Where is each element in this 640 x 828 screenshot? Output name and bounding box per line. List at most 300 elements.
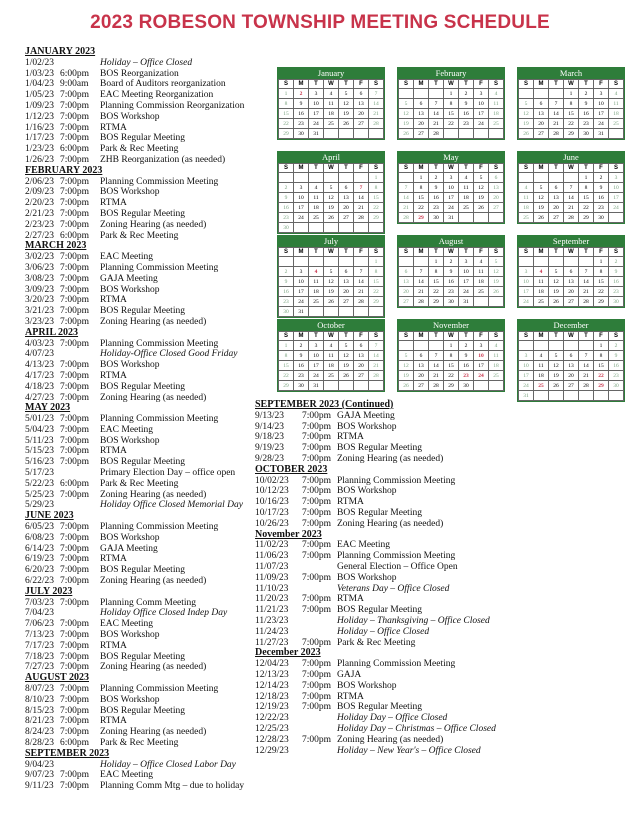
day-cell [549, 391, 564, 401]
day-cell: 6 [489, 173, 504, 183]
row-date: 1/16/23 [25, 122, 55, 133]
day-cell: 11 [534, 277, 549, 287]
row-date: 2/27/23 [25, 230, 55, 241]
row-time: 7:00pm [60, 554, 90, 565]
month-table [278, 247, 384, 317]
day-cell: 22 [594, 287, 609, 297]
day-cell: 13 [534, 109, 549, 119]
day-cell: 12 [474, 183, 489, 193]
day-cell [399, 173, 414, 183]
schedule-row [25, 781, 270, 792]
day-cell: 24 [459, 287, 474, 297]
day-cell: 29 [444, 381, 459, 391]
day-cell: 29 [369, 213, 384, 223]
day-cell: 12 [534, 193, 549, 203]
day-cell: 11 [459, 183, 474, 193]
row-event: BOS Workshop [100, 360, 160, 371]
row-event: Zoning Hearing (as needed) [100, 219, 207, 230]
day-cell: 10 [309, 99, 324, 109]
day-cell: 3 [294, 267, 309, 277]
day-cell: 10 [474, 351, 489, 361]
row-time: 7:00pm [60, 522, 90, 533]
page-title: 2023 ROBESON TOWNSHIP MEETING SCHEDULE [90, 12, 550, 33]
month-name: September [552, 236, 590, 246]
month-calendar [517, 67, 625, 140]
day-cell: 9 [459, 99, 474, 109]
row-event: EAC Meeting [100, 252, 154, 263]
row-event: RTMA [100, 198, 127, 209]
day-cell [369, 129, 384, 139]
weekday-header: T [579, 332, 594, 341]
day-cell: 9 [444, 267, 459, 277]
row-date: 3/09/23 [25, 284, 55, 295]
row-event: RTMA [100, 122, 127, 133]
row-time: 7:00pm [60, 446, 90, 457]
row-event: BOS Workshop [337, 486, 397, 497]
day-cell: 13 [354, 351, 369, 361]
weekday-header: T [549, 332, 564, 341]
month-table [398, 331, 504, 391]
schedule-row [25, 209, 270, 220]
day-cell: 30 [594, 213, 609, 223]
day-cell: 29 [564, 129, 579, 139]
day-cell: 11 [324, 351, 339, 361]
weekday-header: M [414, 164, 429, 173]
schedule-row [255, 486, 615, 497]
row-date: 10/26/23 [255, 518, 289, 529]
row-time: 7:00pm [302, 594, 332, 605]
day-cell: 5 [519, 99, 534, 109]
day-cell: 18 [519, 203, 534, 213]
day-cell: 13 [564, 361, 579, 371]
day-cell: 20 [354, 361, 369, 371]
day-cell [519, 89, 534, 99]
schedule-row [255, 659, 615, 670]
row-date: 3/20/23 [25, 295, 55, 306]
day-cell: 11 [309, 277, 324, 287]
day-cell: 24 [474, 119, 489, 129]
day-cell: 8 [279, 99, 294, 109]
day-cell [564, 173, 579, 183]
row-date: 4/03/23 [25, 338, 55, 349]
day-cell [294, 257, 309, 267]
day-cell: 3 [459, 257, 474, 267]
row-date: 12/04/23 [255, 659, 289, 670]
day-cell: 29 [594, 297, 609, 307]
row-event: General Election – Office Open [337, 561, 458, 572]
day-cell: 27 [564, 381, 579, 391]
day-cell: 21 [354, 203, 369, 213]
day-cell: 18 [324, 361, 339, 371]
weekday-header: T [309, 80, 324, 89]
section-heading: OCTOBER 2023 [255, 463, 328, 475]
row-event: GAJA Meeting [337, 410, 395, 421]
day-cell: 19 [324, 203, 339, 213]
day-cell [519, 341, 534, 351]
row-time: 7:00pm [302, 691, 332, 702]
row-date: 8/15/23 [25, 705, 55, 716]
day-cell [309, 257, 324, 267]
schedule-left-column [25, 47, 270, 792]
day-cell [309, 223, 324, 233]
row-event: RTMA [100, 640, 127, 651]
day-cell: 22 [564, 119, 579, 129]
day-cell: 20 [414, 371, 429, 381]
day-cell: 12 [489, 267, 504, 277]
day-cell: 6 [339, 267, 354, 277]
day-cell: 14 [399, 193, 414, 203]
row-time: 7:00pm [60, 176, 90, 187]
schedule-row [255, 713, 615, 724]
row-event: BOS Workshop [100, 111, 160, 122]
row-event: Veterans Day – Office Closed [337, 583, 450, 594]
schedule-row [255, 584, 615, 595]
row-time: 7:00pm [60, 619, 90, 630]
schedule-row [255, 422, 615, 433]
day-cell: 4 [534, 267, 549, 277]
day-cell: 21 [579, 287, 594, 297]
day-cell: 2 [594, 173, 609, 183]
row-time: 7:00pm [60, 716, 90, 727]
day-cell: 30 [294, 129, 309, 139]
row-date: 7/27/23 [25, 662, 55, 673]
schedule-row [25, 576, 270, 587]
schedule-row [25, 177, 270, 188]
schedule-row [25, 641, 270, 652]
day-cell: 4 [324, 341, 339, 351]
day-cell: 26 [339, 119, 354, 129]
row-event: Park & Rec Meeting [337, 637, 416, 648]
weekday-header: F [474, 80, 489, 89]
day-cell: 15 [564, 109, 579, 119]
day-cell: 6 [354, 89, 369, 99]
month-calendar [517, 151, 625, 224]
day-cell: 6 [534, 99, 549, 109]
day-cell: 22 [429, 287, 444, 297]
day-cell: 19 [399, 371, 414, 381]
day-cell [444, 129, 459, 139]
section-heading: APRIL 2023 [25, 326, 79, 338]
row-time: 7:00pm [60, 90, 90, 101]
weekday-header: W [324, 248, 339, 257]
schedule-row [25, 220, 270, 231]
day-cell: 11 [534, 361, 549, 371]
day-cell: 27 [339, 213, 354, 223]
row-date: 5/04/23 [25, 424, 55, 435]
day-cell: 27 [534, 129, 549, 139]
day-cell: 27 [414, 129, 429, 139]
section-heading: JANUARY 2023 [25, 46, 96, 57]
row-time: 7:00pm [60, 133, 90, 144]
weekday-header: W [324, 332, 339, 341]
day-cell: 10 [594, 99, 609, 109]
day-cell: 30 [459, 381, 474, 391]
day-cell: 8 [414, 183, 429, 193]
schedule-row [25, 695, 270, 706]
day-cell: 25 [519, 213, 534, 223]
row-time: 7:00pm [60, 306, 90, 317]
day-cell [354, 223, 369, 233]
row-date: 1/12/23 [25, 111, 55, 122]
schedule-row [25, 79, 270, 90]
weekday-header: S [609, 164, 624, 173]
month-name: February [435, 68, 467, 78]
day-cell: 29 [579, 213, 594, 223]
day-cell: 8 [369, 183, 384, 193]
month-table [518, 247, 624, 307]
day-cell: 15 [369, 193, 384, 203]
row-event: EAC Meeting [100, 619, 154, 630]
row-event: Holiday Office Closed Indep Day [100, 608, 228, 619]
day-cell: 16 [594, 193, 609, 203]
weekday-header: S [609, 80, 624, 89]
row-time: 7:00pm [60, 187, 90, 198]
day-cell [549, 341, 564, 351]
day-cell: 21 [369, 361, 384, 371]
day-cell [354, 257, 369, 267]
day-cell: 25 [309, 213, 324, 223]
month-calendar [277, 67, 385, 140]
row-event: Zoning Hearing (as needed) [100, 662, 207, 673]
weekday-header: F [474, 164, 489, 173]
row-event: Holiday – Office Closed [100, 57, 193, 68]
day-cell [324, 129, 339, 139]
day-cell [324, 307, 339, 317]
day-cell: 29 [429, 297, 444, 307]
day-cell [474, 297, 489, 307]
row-event: BOS Regular Meeting [100, 208, 185, 219]
day-cell [414, 341, 429, 351]
schedule-row [25, 457, 270, 468]
schedule-row [255, 594, 615, 605]
row-date: 2/09/23 [25, 187, 55, 198]
day-cell: 16 [459, 109, 474, 119]
weekday-header: S [279, 80, 294, 89]
weekday-header: T [429, 248, 444, 257]
day-cell: 9 [279, 193, 294, 203]
day-cell: 8 [279, 351, 294, 361]
row-time: 7:00pm [60, 360, 90, 371]
weekday-header: W [444, 80, 459, 89]
day-cell [489, 129, 504, 139]
row-event: Holiday – New Year's – Office Closed [337, 745, 481, 756]
month-calendar [517, 235, 625, 308]
day-cell: 28 [564, 213, 579, 223]
day-cell: 15 [444, 361, 459, 371]
weekday-header: S [369, 80, 384, 89]
row-time: 7:00pm [302, 443, 332, 454]
row-time: 7:00pm [60, 651, 90, 662]
day-cell: 11 [309, 193, 324, 203]
row-time: 7:00pm [302, 605, 332, 616]
row-event: Zoning Hearing (as needed) [100, 489, 207, 500]
schedule-row [25, 436, 270, 447]
day-cell: 28 [414, 297, 429, 307]
row-time: 7:00pm [60, 338, 90, 349]
day-cell [534, 257, 549, 267]
row-event: Planning Commission Meeting [100, 684, 219, 695]
day-cell [489, 381, 504, 391]
day-cell [339, 173, 354, 183]
day-cell: 14 [414, 277, 429, 287]
row-date: 10/16/23 [255, 497, 289, 508]
day-cell: 12 [339, 99, 354, 109]
schedule-row [25, 382, 270, 393]
weekday-header: T [339, 248, 354, 257]
day-cell: 24 [309, 371, 324, 381]
weekday-header: W [564, 80, 579, 89]
weekday-header: S [279, 248, 294, 257]
row-event: Park & Rec Meeting [100, 478, 179, 489]
day-cell: 26 [519, 129, 534, 139]
row-time: 7:00pm [60, 122, 90, 133]
day-cell: 2 [459, 89, 474, 99]
day-cell: 17 [459, 277, 474, 287]
weekday-header: S [279, 164, 294, 173]
month-name: March [559, 68, 583, 78]
row-time: 7:00pm [60, 543, 90, 554]
row-date: 11/07/23 [255, 561, 289, 572]
day-cell: 2 [609, 257, 624, 267]
day-cell: 15 [444, 109, 459, 119]
weekday-header: S [399, 164, 414, 173]
row-event: RTMA [100, 446, 127, 457]
weekday-header: T [429, 332, 444, 341]
day-cell: 10 [444, 183, 459, 193]
row-event: Planning Commission Meeting [337, 475, 456, 486]
day-cell: 4 [309, 183, 324, 193]
row-date: 5/15/23 [25, 446, 55, 457]
schedule-row [255, 627, 615, 638]
weekday-header: T [459, 164, 474, 173]
row-event: GAJA Meeting [100, 273, 158, 284]
row-event: Zoning Hearing (as needed) [337, 453, 444, 464]
day-cell: 26 [399, 381, 414, 391]
day-cell: 9 [294, 351, 309, 361]
schedule-row [25, 69, 270, 80]
row-event: RTMA [337, 497, 364, 508]
day-cell: 17 [519, 287, 534, 297]
day-cell: 21 [549, 119, 564, 129]
weekday-header: S [489, 80, 504, 89]
row-event: Park & Rec Meeting [100, 738, 179, 748]
day-cell: 11 [489, 351, 504, 361]
day-cell: 29 [414, 213, 429, 223]
schedule-row [25, 662, 270, 673]
month-table [398, 163, 504, 223]
month-name: October [317, 320, 345, 330]
schedule-row [25, 295, 270, 306]
day-cell: 25 [324, 119, 339, 129]
day-cell [339, 381, 354, 391]
day-cell: 9 [609, 267, 624, 277]
row-time: 7:00pm [302, 432, 332, 443]
day-cell: 18 [459, 193, 474, 203]
weekday-header: S [519, 248, 534, 257]
row-date: 8/24/23 [25, 727, 55, 738]
day-cell [609, 213, 624, 223]
day-cell: 6 [564, 267, 579, 277]
row-event: Zoning Hearing (as needed) [100, 316, 207, 327]
row-date: 1/03/23 [25, 68, 55, 79]
schedule-row [25, 490, 270, 501]
month-name: December [553, 320, 589, 330]
day-cell: 20 [489, 193, 504, 203]
weekday-header: S [609, 332, 624, 341]
weekday-header: M [294, 80, 309, 89]
weekday-header: S [369, 332, 384, 341]
schedule-row [25, 630, 270, 641]
schedule-row [25, 598, 270, 609]
row-time: 6:00pm [60, 230, 90, 241]
row-date: 7/13/23 [25, 630, 55, 641]
schedule-row [255, 497, 615, 508]
day-cell [429, 89, 444, 99]
day-cell [519, 257, 534, 267]
schedule-row [25, 349, 270, 360]
weekday-header: T [579, 248, 594, 257]
day-cell: 18 [534, 371, 549, 381]
day-cell: 17 [474, 361, 489, 371]
day-cell: 14 [579, 277, 594, 287]
day-cell: 6 [399, 267, 414, 277]
day-cell: 4 [489, 89, 504, 99]
day-cell: 27 [549, 213, 564, 223]
row-event: Holiday-Office Closed Good Friday [100, 349, 238, 360]
day-cell: 18 [489, 109, 504, 119]
schedule-row [255, 476, 615, 487]
day-cell: 23 [609, 287, 624, 297]
row-date: 3/06/23 [25, 262, 55, 273]
day-cell: 12 [399, 361, 414, 371]
day-cell: 27 [564, 297, 579, 307]
row-date: 11/10/23 [255, 583, 289, 594]
schedule-row [25, 339, 270, 350]
row-date: 10/17/23 [255, 507, 289, 518]
row-event: BOS Workshop [100, 435, 160, 446]
row-event: Planning Commission Meeting [337, 659, 456, 670]
day-cell: 16 [579, 109, 594, 119]
row-date: 7/04/23 [25, 608, 55, 619]
row-time: 7:00pm [302, 669, 332, 680]
day-cell: 7 [579, 267, 594, 277]
row-date: 2/20/23 [25, 198, 55, 209]
row-date: 8/10/23 [25, 694, 55, 705]
weekday-header: W [564, 248, 579, 257]
weekday-header: T [579, 80, 594, 89]
day-cell: 20 [414, 119, 429, 129]
row-event: Holiday – Office Closed [337, 626, 430, 637]
day-cell: 22 [369, 203, 384, 213]
weekday-header: S [279, 332, 294, 341]
section-heading: November 2023 [255, 528, 322, 540]
day-cell [414, 89, 429, 99]
weekday-header: S [399, 248, 414, 257]
day-cell: 10 [519, 361, 534, 371]
weekday-header: F [354, 248, 369, 257]
day-cell: 14 [369, 351, 384, 361]
row-time: 9:00am [60, 79, 89, 90]
row-time: 7:00pm [302, 421, 332, 432]
day-cell [489, 213, 504, 223]
weekday-header: S [399, 332, 414, 341]
day-cell: 18 [309, 203, 324, 213]
row-date: 1/17/23 [25, 133, 55, 144]
day-cell: 28 [429, 129, 444, 139]
section-heading: SEPTEMBER 2023 (Continued) [255, 399, 394, 410]
row-date: 6/14/23 [25, 543, 55, 554]
row-event: BOS Regular Meeting [337, 702, 422, 713]
